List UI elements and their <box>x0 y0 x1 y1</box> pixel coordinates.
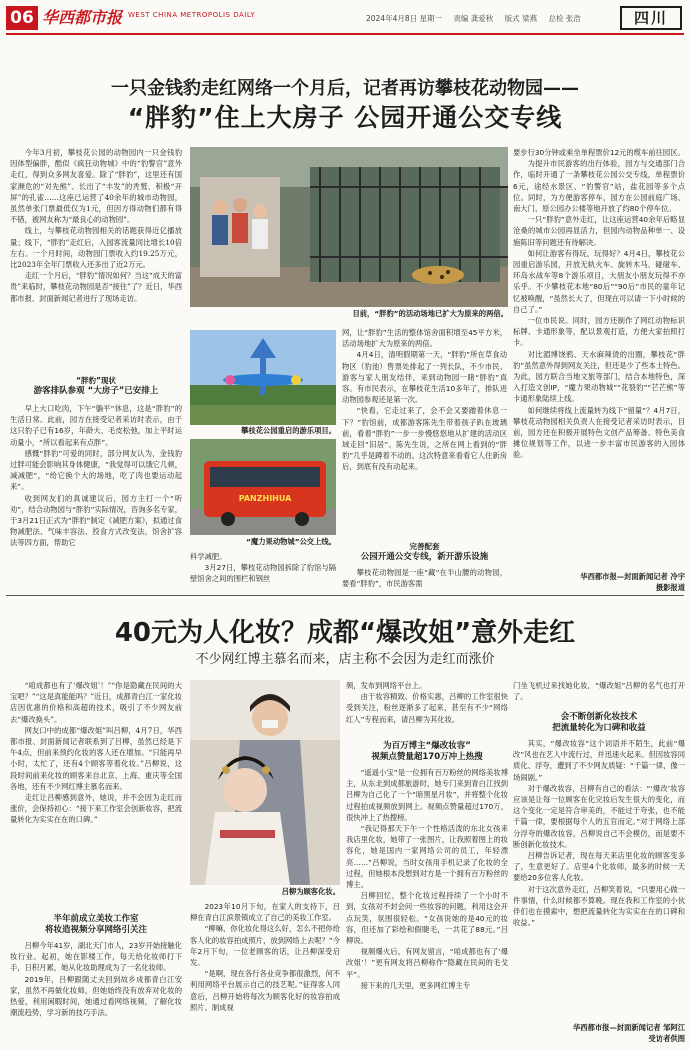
paragraph: “快看，它走过来了，会不会又要蹭着休息一下？”豹馆前，成都游客陈先生带着孩子趴在玻璃前，看着“胖豹”一步一步慢悠悠地从扩建的活动区域走回“旧居”。陈先生说，之所在网上看到的“胖豹”几乎是蹲着不动的，这次特意来看看它人住新房后，到底有没有动起来。 <box>342 406 507 472</box>
photo-leopard-caption: 目前，“胖豹”的活动场地已扩大为原来的两倍。 <box>352 309 508 318</box>
paragraph: 为提升市民游客的出行体验，园方与交通部门合作，临时开通了一条攀枝花公园公交专线，单程票价6元，途经水景区、“豹警官”站，盐花园等多个点位。同时，为方便游客停车，园方在公园前庭广场、南大门、原公园办公楼等地开放了约80个停车位。 <box>513 159 685 214</box>
paragraph: 早上大口吃肉，下午“躺平”休息，这是“胖豹”的生活日常。此前，园方在接受记者采访时表示，由于这只豹子已有16岁，年龄大、毛皮松弛，加上平时运动量小，“所以看起来有点胖”。 <box>10 404 182 447</box>
paragraph: 攀枝花动物园是一座“藏”在半山腰的动物园，要看“胖豹”，市民游客需 <box>342 568 507 589</box>
paragraph: 由于妆容精致、价格实惠，吕柳的工作室很快受到关注，粉丝逐渐多了起来，甚至有不少“网络红人”专程而来，请吕柳为其化妆。 <box>346 692 508 724</box>
paragraph: 走红让吕柳感到意外，她说，并不会因为走红而涨价，会保持初心：“接下来工作室会创新妆容，把流量转化为实实在在的口碑。” <box>10 793 182 825</box>
story1-subhead-1 <box>10 375 182 397</box>
story1-col3-bottom <box>342 567 507 591</box>
paragraph: 接下来的几天里，更多网红博主专 <box>360 980 471 990</box>
paragraph: 4月4日，清明假期第一天，“胖豹”所在草食动物区（豹池）售票处排起了一列长队，不少市民、游客与家人朋友结伴，来到动物园一睹“胖豹”真容。有市民表示，在攀枝花生活10多年了，排队进动物园参观还是第一次。 <box>342 350 507 405</box>
paragraph: 科学减肥。 <box>190 552 227 561</box>
byline: 华西都市报—封面新闻记者 冷宇 <box>580 572 685 581</box>
page-number: 06 <box>6 6 38 30</box>
newspaper-logo: 华西都市报 <box>42 8 123 27</box>
story1-col2-bottom <box>190 551 336 591</box>
bus-livery-text: PANZHIHUA <box>238 494 292 503</box>
paragraph: “我记得那天下午一个性格活泼的东北女孩来我店里化妆，她带了一张图片，让我照着图上的妆容化，她是国内一家网络公司的员工，年轻漂亮……”吕柳说，当时女孩用手机记录了化妆的全过程，但她根本没想到对方是一个拥有百万粉丝的博主。 <box>346 824 508 890</box>
paragraph: 如何让游客有得玩，玩得好？4月4日，攀枝花公园重启游乐园，开放无轨火车、旋转木马、碰碰车、环岛水战车等8个游乐项目，大朋友小朋友玩得不亦乐乎。不少攀枝花本地“80后”“90后”市民的童年记忆被唤醒，“虽然长大了，但现在可以请一下小时候的自己了。” <box>513 248 685 314</box>
story1-subhead-2 <box>342 541 507 563</box>
story2-col3-bottom <box>346 767 508 1044</box>
paragraph: 吕柳今年41岁，湖北天门市人，23岁开始接触化妆行业。起初，她在影楼工作，每天给化妆师打下手，日积月累，她从化妆助理成为了一名化妆师。 <box>10 941 182 973</box>
story2-col1-bottom <box>10 940 182 1044</box>
paragraph: 走红一个月后，“胖豹”情况如何？当这“成天的富贵”来临时，攀枝花动物园是否“接住”了？近日，华西都市报、封面新闻记者进行了现场走访。 <box>10 271 182 303</box>
photo-makeup-caption: 吕柳为顾客化妆。 <box>281 887 340 896</box>
photo-bus <box>190 439 336 535</box>
bus-illustration <box>190 439 336 535</box>
story2-col3-top <box>346 680 508 734</box>
enclosure-illustration <box>190 147 508 307</box>
story2-subhead-3: 会不断创新化妆技术 把流量转化为口碑和收益 <box>552 712 646 733</box>
story2-col2-bottom <box>190 901 340 1044</box>
story1-headline: “胖豹”住上大房子 公园开通公交专线 <box>127 103 563 132</box>
paragraph: “遥遥小宝”是一位拥有百万粉丝的网络美妆博主，从东北到成都旅游时，她专门来到青白江找到吕柳为自己化了一个“暗黑星月妆”，并将整个化妆过程拍成视频放到网上。视频点赞量超过170万，很快冲上了热搜榜。 <box>346 768 508 822</box>
story1-kicker: 一只金钱豹走红网络一个月后，记者再访攀枝花动物园—— <box>111 78 579 99</box>
issue-meta <box>366 13 590 24</box>
paragraph: “是啊，现在各行各业竞争都很激烈，何不利用网络平台展示自己的技艺呢。”征得客人同意后，吕柳开始将每次为顾客化好的妆容拍成照片、制成视 <box>190 969 340 1012</box>
subhead-title: 公园开通公交专线，新开游乐设施 <box>360 552 489 562</box>
subhead-tag: 完善配套 <box>409 542 440 551</box>
photo-makeup <box>190 680 340 885</box>
story1-col4 <box>513 147 685 567</box>
paragraph: 2023年10月下旬，在家人的支持下，吕柳在青白江滨景镇成立了自己的美妆工作室。 <box>190 902 340 923</box>
story-divider <box>6 595 684 596</box>
photo-credit: 摄影报道 <box>655 583 685 592</box>
story2-col1-top <box>10 680 182 908</box>
paragraph: 2019年，吕柳跟随丈夫回到故乡成都青白江安家，虽然不再做化妆师，但她始终没有放弃对化妆的热爱，利用闲暇时间，她通过看网络视频，了解化妆潮流趋势，学习新的技巧手法。 <box>10 974 182 1018</box>
paragraph: 网友口中的成都“爆改姐”叫吕柳，4月7日，华西都市报、封面新闻记者联系到了吕柳，虽然已经是下午4点，但前来预约化妆的客人还在增加。“只能再早小时，太忙了，还有4个顾客等着化妆。”吕柳说，这段时间前来化妆的顾客来自北京、上海、重庆等全国各地，还有不少网红博主慕名而来。 <box>10 725 182 791</box>
newspaper-logo-en: WEST CHINA METROPOLIS DAILY <box>128 11 256 19</box>
story2-headline: 40元为人化妆？成都“爆改姐”意外走红 <box>114 618 576 648</box>
makeup-illustration <box>190 680 340 885</box>
subhead-title: 游客排队参观 “大房子”已安排上 <box>33 386 159 396</box>
photo-bus-caption: “魔力果动物城”公交上线。 <box>246 537 336 546</box>
checker-credit: 总检 张浩 <box>548 14 581 23</box>
story2-subhead-2: 为百万博主“爆改妆容” 视频点赞量超170万冲上热搜 <box>371 741 483 762</box>
story2-credit <box>513 1022 685 1044</box>
photo-ride-caption: 攀枝花公园重启的游乐项目。 <box>241 426 336 435</box>
paragraph: 频，发布到网络平台上。 <box>346 681 427 690</box>
paragraph: 线上，与攀枝花动物园相关的话题获得近亿播放量；线下，“胖豹”走红后，入园客流量同比增长10倍左右。一个月时间，动物园门票收入约19.25万元，比2023年全年门票收入还多出了近2万元。 <box>10 226 182 270</box>
issue-date: 2024年4月8日 星期一 <box>366 14 443 23</box>
story1-col3-top <box>342 327 507 535</box>
story2-deck: 不少网红博主慕名而来，店主称不会因为走红而涨价 <box>195 652 495 667</box>
story2-col4-bottom <box>513 738 685 1018</box>
paragraph: 收到网友们的真诚建议后，园方主打一个“听劝”，结合动物园与“胖豹”实际情况，咨询多名专家，于3月21日正式为“胖豹”制定《减肥方案》，拟通过食物减肥法、气味丰容法、投食方式改变法，馆舍扩容法等四方面，帮助它 <box>10 493 182 548</box>
story1-credit <box>513 571 685 593</box>
designer-credit: 版式 梁燕 <box>504 14 538 23</box>
paragraph: 如何继续将线上流量转为线下“留量”？4月7日，攀枝花动物园相关负责人在接受记者采访时表示，目前，园方还在积极开展特色文创产品筹备、特色美食摊位规划等工作，以进一步丰富市民游客的入园体验。 <box>513 405 685 460</box>
paragraph: 对于爆改妆容，吕柳有自己的看法：“‘爆改’妆容应该是让每一位顾客在化完妆后发生很大的变化，而这个变化一定是符合审美的，不能过于夸张，也不能千篇一律，要根据每个人的五官而定。”对于网络上部分浮夸的爆改妆容，吕柳说自己不会模仿，而是要不断创新化妆技术。 <box>513 783 685 849</box>
photo-credit: 受访者供图 <box>648 1034 685 1043</box>
photo-amusement-ride <box>190 330 336 425</box>
story1-col1-bottom <box>10 403 182 589</box>
paragraph: 对比湄博饶鸦、天水麻辣烫的出圈，攀枝花“胖豹”虽然意外得到网友关注，但还是少了些本土特色。为此，园方联合当地文旅等部门，结合本地特色，深入打造文创IP，“魔力果动物城”“花裂豹”“芒芒熊”等卡通形象陆续上线。 <box>513 349 685 404</box>
paragraph: 吕柳告诉记者，现在每天来店里化妆的顾客变多了，生意更好了。店里4个化妆师，最多的时候一天要给20多位客人化妆。 <box>513 851 685 883</box>
paragraph: 一只“胖豹”意外走红，让这座运营40余年后略显沧桑的城市公园再显活力，但园内动物品种单一、设施陈旧等问题还有待解决。 <box>513 215 685 247</box>
story1-col1-top <box>10 147 182 363</box>
editor-credit: 责编 龚爱秋 <box>453 14 494 23</box>
paragraph: 感慨“胖豹”可爱的同时，部分网友认为，金钱豹过胖可能会影响其身体健康，“我觉得可以饿它几顿，减减肥”，“给它换个大的场地，吃了肉也要运动起来”。 <box>10 448 182 492</box>
photo-leopard-enclosure <box>190 147 508 307</box>
paragraph: 一位市民说。同时，园方还制作了网红动物标识标牌、卡通形象等，配以景观打造，方便大家拍照打卡。 <box>513 316 685 348</box>
paragraph: 吕柳回忆，整个化妆过程持续了一个小时不到，女孩对不封会问一些妆容的问题，利用这会开点玩笑，氛围很轻松。“女孩说她的是40元的妆容，但还加了彩绘和假睫毛，一共花了88元。”吕柳说。 <box>346 891 508 946</box>
subhead-tag: “胖豹”现状 <box>76 376 116 385</box>
section-name: 四川 <box>620 6 682 30</box>
paragraph: 对于这次意外走红，吕柳笑着说，“只要用心做一件事情，什么时候都不算晚。现在我和工作室的小伙伴们也在摸索中，想把流量转化为实实在在的口碑和收益。” <box>513 884 685 928</box>
paragraph: 3月27日，攀枝花动物园拆除了豹馆与隔壁馆舍之间的围栏和钢丝 <box>190 563 336 584</box>
paragraph: 门坐飞机过来找她化妆，“爆改姐”吕柳的名气也打开了。 <box>513 681 685 702</box>
paragraph: “咱成都也有了‘爆改姐’！”“你是隐藏在民间的大宝吧？”“这是真能能吗？”近日，成都青白江一家化妆店因优惠的价格和高超的技术，吸引了不少网友前去“爆改换头”。 <box>10 681 182 724</box>
paragraph: 其实，“爆改妆容”这个词语并不陌生，此前“爆改”风也在艺人中流行过，并迅速火起来。但因妆容同质化、浮夸，遭到了不少网友质疑：“千篇一律，像一场闹剧。” <box>513 739 685 782</box>
story2-subhead-1: 半年前成立美妆工作室 将妆造视频分享网络引关注 <box>44 914 147 935</box>
paragraph: 今年3月初，攀枝花公园的动物园内一只金钱豹因体型偏胖，酷似《疯狂动物城》中的“豹警官”意外走红，得到众多网友喜爱。除了“胖豹”，这里还有国家濒危的“对先熊”、长出了“丰发”的秃鹫、积极“开屏”的孔雀……这座已运营了40余年的城市动物园，虽然单张门票最低仅为1元，但因方得动物们都有得不错，被网友称为“最良心的动物园”。 <box>10 148 182 225</box>
ride-illustration <box>190 330 336 425</box>
paragraph: 网，让“胖豹”生活的整体馆舍面积增至45平方米，活动场地扩大为原来的两倍。 <box>342 328 507 349</box>
paragraph: 要步行30分钟或乘坐单程票价12元的缆车前往园区。 <box>513 148 685 157</box>
paragraph: “柳嘛，你化妆化得这么好，怎么不把你给客人化的妆容拍成照片，放到网络上去呢？”今年2月下旬，一位老顾客的话，让吕柳深受启发。 <box>190 924 340 968</box>
paragraph: 视频爆火后，有网友留言，“咱成都也有了‘爆改姐’！”更有网友将吕柳称作“隐藏在民间的毛戈平”。 <box>346 947 508 979</box>
byline: 华西都市报—封面新闻记者 邹阿江 <box>573 1023 685 1032</box>
masthead-rule <box>6 33 684 35</box>
story2-col4-top <box>513 680 685 706</box>
